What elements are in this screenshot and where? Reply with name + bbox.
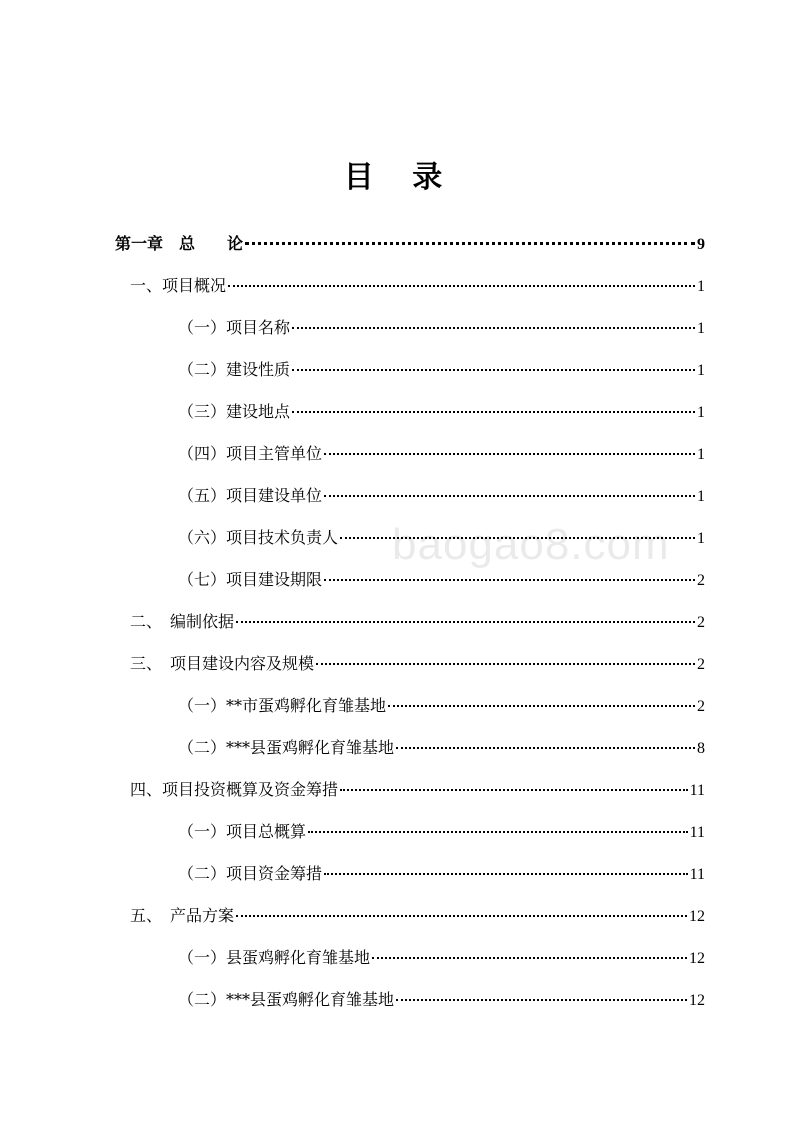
toc-entry-page: 1 [697,446,705,463]
toc-entry-page: 12 [689,950,705,967]
toc-entry[interactable] [178,442,705,467]
toc-entry-page: 1 [697,362,705,379]
toc-entry[interactable] [130,610,705,635]
toc-entry[interactable] [178,568,705,593]
toc-entry[interactable] [130,904,705,929]
toc-dot-leader [245,241,695,245]
toc-dot-leader [396,746,695,749]
toc-entry-page: 2 [697,698,705,715]
toc-entry[interactable] [178,946,705,971]
toc-dot-leader [292,368,695,371]
toc-entry-page: 1 [697,488,705,505]
toc-entry[interactable] [130,274,705,299]
toc-entry[interactable] [130,778,705,803]
toc-entry-label: （三）建设地点 [178,402,291,421]
toc-dot-leader [324,872,688,875]
toc-entry-label: 四、项目投资概算及资金筹措 [130,780,339,799]
page-title: 目 录 [343,160,457,195]
toc-entry-page: 12 [689,992,705,1009]
toc-dot-leader [324,452,695,455]
toc-entry-page: 12 [689,908,705,925]
toc-entry[interactable] [178,988,705,1013]
toc-entry[interactable] [178,694,705,719]
toc-dot-leader [388,704,695,707]
toc-entry-page: 1 [697,320,705,337]
watermark: baogao8.com [392,520,670,569]
toc-entry-label: 三、 项目建设内容及规模 [130,654,315,673]
toc-entry-label: （六）项目技术负责人 [178,528,339,547]
toc-entry-label: （二）项目资金筹措 [178,864,323,883]
toc-entry-label: 五、 产品方案 [130,906,235,925]
toc-entry[interactable] [178,400,705,425]
toc-dot-leader [292,326,695,329]
toc-entry-page: 11 [689,824,705,841]
toc-entry-label: 一、项目概况 [130,276,227,295]
toc-entry-label: （五）项目建设单位 [178,486,323,505]
toc-entry-page: 11 [689,866,705,883]
toc-entry-label: （一）项目名称 [178,318,291,337]
toc-entry-page: 1 [697,278,705,295]
toc-dot-leader [236,914,687,917]
toc-entry[interactable] [178,358,705,383]
toc-entry-label: （二）建设性质 [178,360,291,379]
toc-entry-page: 2 [697,572,705,589]
toc-entry-page: 1 [697,404,705,421]
toc-entry-page: 9 [697,236,705,253]
toc-entry-page: 2 [697,614,705,631]
toc-entry[interactable] [178,820,705,845]
toc-chapter-entry[interactable] [115,232,705,257]
toc-dot-leader [236,620,695,623]
toc-dot-leader [316,662,695,665]
toc-dot-leader [340,788,688,791]
toc-entry-page: 1 [697,530,705,547]
toc-dot-leader [308,830,688,833]
toc-entry[interactable] [178,736,705,761]
toc-entry-label: （一）县蛋鸡孵化育雏基地 [178,948,371,967]
toc-entry-label: （七）项目建设期限 [178,570,323,589]
toc-dot-leader [324,494,695,497]
toc-entry-label: （一）**市蛋鸡孵化育雏基地 [178,696,387,715]
toc-entry-label: （一）项目总概算 [178,822,307,841]
toc-entry-label: （四）项目主管单位 [178,444,323,463]
toc-dot-leader [396,998,687,1001]
toc-dot-leader [324,578,695,581]
toc-entry-page: 11 [689,782,705,799]
toc-entry-label: 二、 编制依据 [130,612,235,631]
toc-entry-label: （二）***县蛋鸡孵化育雏基地 [178,990,395,1009]
toc-entry-page: 8 [697,740,705,757]
toc-entry-label: 第一章 总 论 [115,234,244,253]
toc-entry[interactable] [178,484,705,509]
toc-entry-label: （二）***县蛋鸡孵化育雏基地 [178,738,395,757]
toc-entry[interactable] [130,652,705,677]
toc-entry[interactable] [178,862,705,887]
toc-dot-leader [228,284,695,287]
toc-dot-leader [372,956,687,959]
toc-entry-page: 2 [697,656,705,673]
toc-entry[interactable] [178,316,705,341]
toc-dot-leader [292,410,695,413]
